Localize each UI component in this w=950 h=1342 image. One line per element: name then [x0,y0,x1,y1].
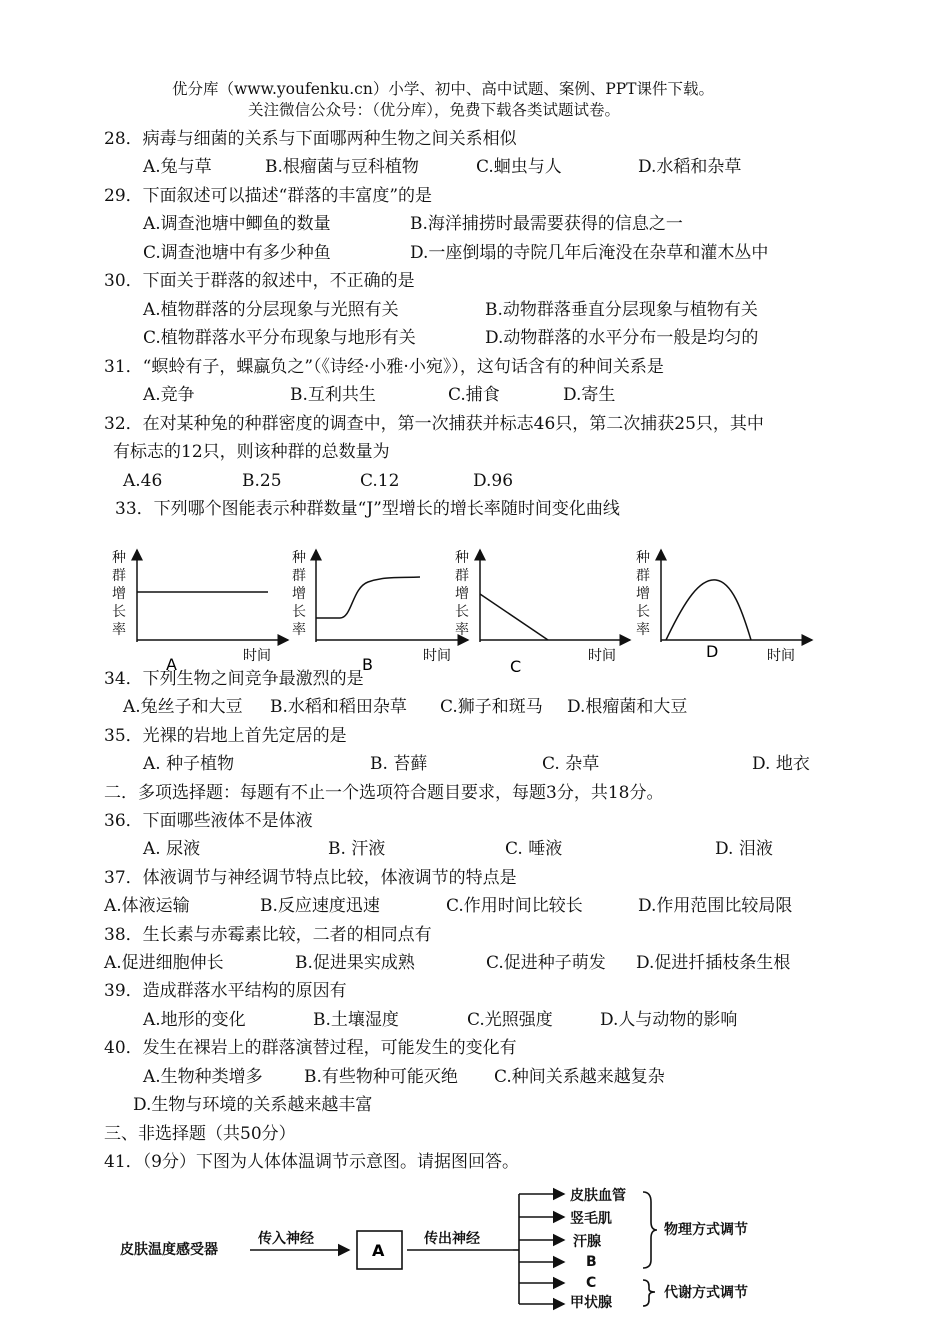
q30-option-a: A.植物群落的分层现象与光照有关 [143,300,399,320]
q37-option-b: B.反应速度迅速 [260,896,380,916]
graph-a-ylabel-1: 种 [112,550,126,566]
q29-option-d: D.一座倒塌的寺院几年后淹没在杂草和灌木丛中 [410,243,769,263]
physical-regulation-label: 物理方式调节 [664,1222,748,1238]
q29-option-b: B.海洋捕捞时最需要获得的信息之一 [410,214,683,234]
graph-c-ylabel-1: 种 [455,550,469,566]
q35-option-b: B. 苔藓 [370,754,428,774]
effector-skin-vessels: 皮肤血管 [570,1188,626,1204]
question-36-stem: 36．下面哪些液体不是体液 [104,811,313,831]
metabolic-brace [643,1280,655,1306]
q36-option-b: B. 汗液 [328,839,386,859]
q31-option-d: D.寄生 [563,385,616,405]
graph-a [112,550,288,674]
q28-option-c: C.蛔虫与人 [476,157,562,177]
efferent-nerve-label: 传出神经 [424,1231,480,1247]
q28-option-a: A.兔与草 [143,157,212,177]
graph-b [292,550,468,674]
graph-a-ylabel-5: 率 [112,622,126,638]
q31-option-c: C.捕食 [448,385,500,405]
question-38-stem: 38．生长素与赤霉素比较，二者的相同点有 [104,925,432,945]
q32-option-c: C.12 [360,471,400,491]
q35-option-c: C. 杂草 [542,754,600,774]
graph-c-ylabel-2: 群 [455,568,469,584]
q28-option-b: B.根瘤菌与豆科植物 [265,157,419,177]
q29-option-a: A.调查池塘中鲫鱼的数量 [143,214,331,234]
graph-d-curve [666,580,751,640]
graph-d-xlabel: 时间 [767,648,795,664]
q34-option-c: C.狮子和斑马 [440,697,543,717]
q40-option-a: A.生物种类增多 [143,1067,263,1087]
graph-a-ylabel-2: 群 [112,568,126,584]
graph-a-ylabel-4: 长 [112,604,126,620]
q30-option-d: D.动物群落的水平分布一般是均匀的 [485,328,759,348]
question-28-stem: 28．病毒与细菌的关系与下面哪两种生物之间关系相似 [104,129,517,149]
graph-a-ylabel-3: 增 [112,586,126,602]
q40-option-c: C.种间关系越来越复杂 [494,1067,665,1087]
header-line-2: 关注微信公众号：（优分库），免费下载各类试题试卷。 [248,101,621,119]
q35-option-d: D. 地衣 [752,754,810,774]
q29-option-c: C.调查池塘中有多少种鱼 [143,243,331,263]
graph-c-curve [480,594,548,640]
graph-b-xlabel: 时间 [423,648,451,664]
metabolic-regulation-label: 代谢方式调节 [664,1285,748,1301]
question-32-stem: 32．在对某种兔的种群密度的调查中，第一次捕获并标志46只，第二次捕获25只，其中 [104,414,764,434]
question-41-stem: 41．（9分）下图为人体体温调节示意图。请据图回答。 [104,1152,519,1172]
graph-d-ylabel-3: 增 [636,586,650,602]
graph-b-ylabel-1: 种 [292,550,306,566]
graph-c [455,550,630,676]
graph-b-ylabel-5: 率 [292,622,306,638]
question-30-stem: 30．下面关于群落的叙述中，不正确的是 [104,271,415,291]
q28-option-d: D.水稻和杂草 [638,157,742,177]
q34-option-b: B.水稻和稻田杂草 [270,697,407,717]
receptor-label: 皮肤温度感受器 [120,1242,218,1258]
graph-b-ylabel-2: 群 [292,568,306,584]
q39-option-a: A.地形的变化 [143,1010,246,1030]
graph-c-xlabel: 时间 [588,648,616,664]
header-line-1: 优分库（www.youfenku.cn）小学、初中、高中试题、案例、PPT课件下载。 [172,80,715,98]
q36-option-a: A. 尿液 [143,839,201,859]
graph-c-ylabel-5: 率 [455,622,469,638]
graph-b-ylabel-3: 增 [292,586,306,602]
q39-option-b: B.土壤湿度 [313,1010,399,1030]
q31-option-a: A.竞争 [143,385,195,405]
question-29-stem: 29．下面叙述可以描述“群落的丰富度”的是 [104,186,433,206]
q40-option-b: B.有些物种可能灭绝 [304,1067,458,1087]
q32-option-d: D.96 [473,471,514,491]
section-2-heading: 二．多项选择题：每题有不止一个选项符合题目要求，每题3分，共18分。 [104,783,664,803]
physical-brace [643,1192,657,1268]
effector-c: C [586,1275,597,1291]
growth-rate-graphs [100,540,820,680]
q39-option-d: D.人与动物的影响 [600,1010,738,1030]
q37-option-a: A.体液运输 [104,896,190,916]
question-33-stem: 33．下列哪个图能表示种群数量“J”型增长的增长率随时间变化曲线 [115,499,620,519]
effector-b: B [586,1254,597,1270]
section-3-heading: 三、非选择题（共50分） [104,1124,296,1144]
graph-d [636,550,812,664]
q30-option-b: B.动物群落垂直分层现象与植物有关 [485,300,758,320]
q37-option-c: C.作用时间比较长 [446,896,583,916]
q36-option-d: D. 泪液 [715,839,773,859]
graph-d-label: D [706,642,719,661]
graph-a-xlabel: 时间 [243,648,271,664]
question-39-stem: 39．造成群落水平结构的原因有 [104,981,347,1001]
q31-option-b: B.互利共生 [290,385,376,405]
effector-thyroid: 甲状腺 [570,1295,612,1311]
question-31-stem: 31．“螟蛉有子，蜾蠃负之”（《诗经·小雅·小宛》），这句话含有的种间关系是 [104,357,664,377]
thermoregulation-diagram [115,1180,795,1320]
q38-option-b: B.促进果实成熟 [295,953,415,973]
graph-b-curve [316,577,420,618]
question-40-stem: 40．发生在裸岩上的群落演替过程，可能发生的变化有 [104,1038,517,1058]
graph-c-label: C [510,657,522,676]
q34-option-d: D.根瘤菌和大豆 [567,697,688,717]
question-32-stem-cont: 有标志的12只，则该种群的总数量为 [113,442,390,462]
graph-c-ylabel-3: 增 [455,586,469,602]
graph-b-label: B [362,655,373,674]
q30-option-c: C.植物群落水平分布现象与地形有关 [143,328,416,348]
q38-option-c: C.促进种子萌发 [486,953,606,973]
graph-c-ylabel-4: 长 [455,604,469,620]
question-35-stem: 35．光裸的岩地上首先定居的是 [104,726,347,746]
q32-option-a: A.46 [123,471,163,491]
graph-d-ylabel-5: 率 [636,622,650,638]
q38-option-d: D.促进扦插枝条生根 [636,953,791,973]
graph-d-ylabel-1: 种 [636,550,650,566]
graph-d-ylabel-4: 长 [636,604,650,620]
q32-option-b: B.25 [242,471,282,491]
q39-option-c: C.光照强度 [467,1010,553,1030]
q36-option-c: C. 唾液 [505,839,563,859]
graph-a-label: A [166,655,177,674]
q34-option-a: A.兔丝子和大豆 [123,697,243,717]
afferent-nerve-label: 传入神经 [258,1231,314,1247]
graph-b-ylabel-4: 长 [292,604,306,620]
q35-option-a: A. 种子植物 [143,754,235,774]
question-34-stem: 34．下列生物之间竞争最激烈的是 [104,669,364,689]
effector-sweat-gland: 汗腺 [573,1234,601,1250]
question-37-stem: 37．体液调节与神经调节特点比较，体液调节的特点是 [104,868,517,888]
center-label: A [372,1241,385,1260]
q37-option-d: D.作用范围比较局限 [638,896,793,916]
graph-d-ylabel-2: 群 [636,568,650,584]
q40-option-d: D.生物与环境的关系越来越丰富 [133,1095,373,1115]
q38-option-a: A.促进细胞伸长 [104,953,224,973]
effector-arrector-muscle: 竖毛肌 [570,1211,612,1227]
